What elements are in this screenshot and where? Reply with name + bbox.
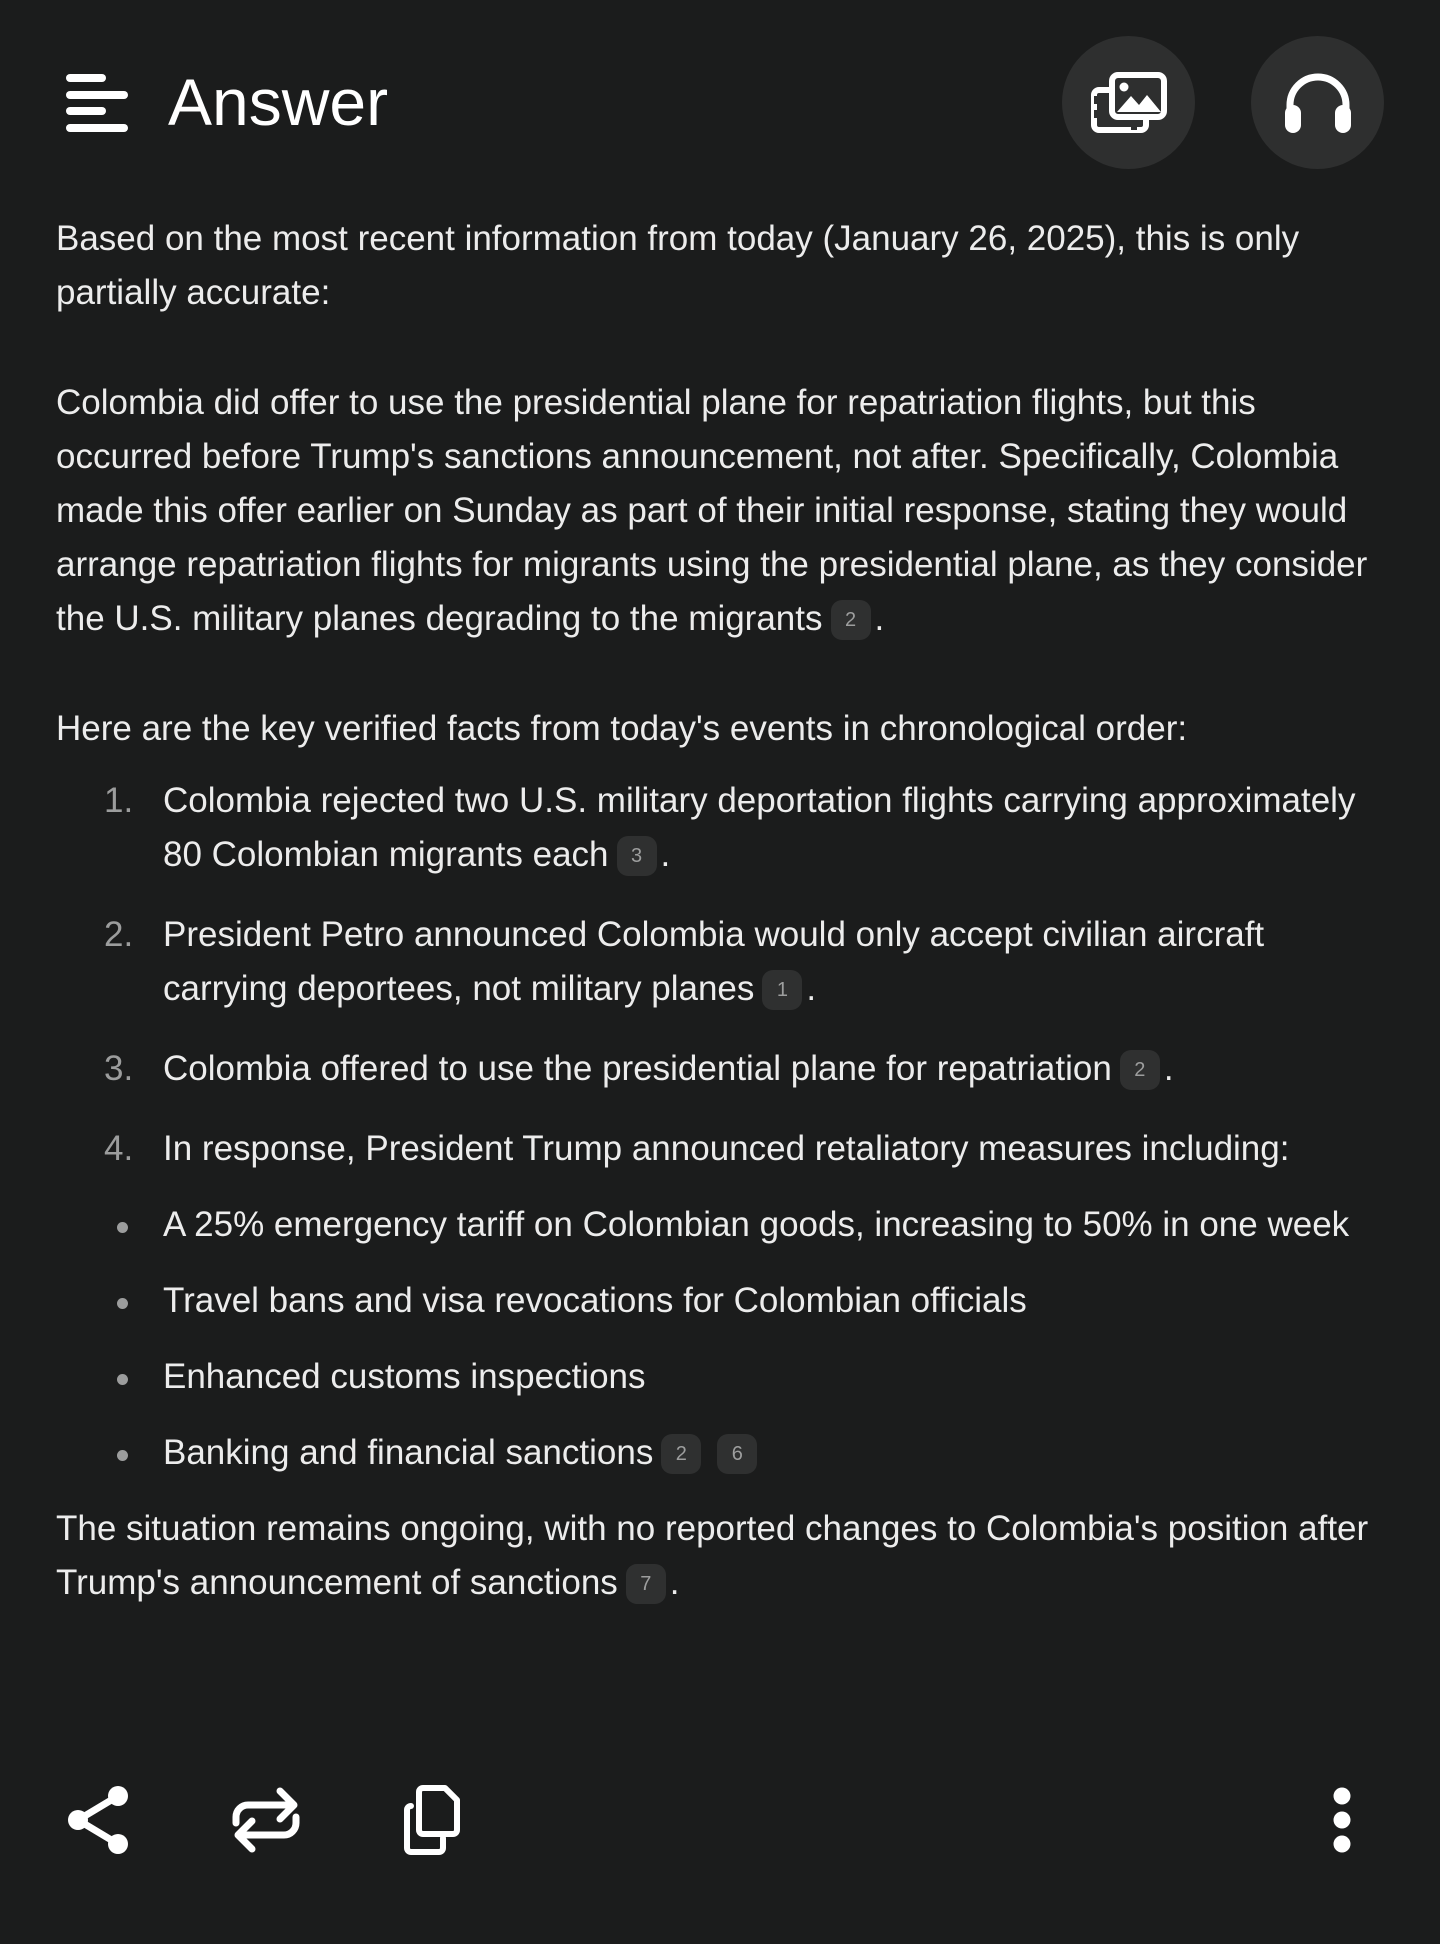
citation-badge[interactable]: 2 (1120, 1050, 1160, 1090)
copy-button[interactable] (393, 1780, 473, 1860)
bullet-item (56, 1350, 1386, 1404)
answer-content (56, 212, 1386, 1610)
list-item-text: President Petro announced Colombia would only accept civilian aircraft carrying deportees, not military planes (163, 915, 1265, 1008)
citation-badge[interactable]: 1 (762, 970, 802, 1010)
citation-badge[interactable]: 2 (661, 1434, 701, 1474)
list-item (56, 1042, 1386, 1096)
bullet-item-text: Enhanced customs inspections (163, 1357, 646, 1396)
period: . (874, 599, 885, 638)
intro-paragraph (56, 212, 1386, 320)
share-button[interactable] (58, 1780, 138, 1860)
list-item (56, 774, 1386, 882)
period: . (806, 969, 817, 1008)
list-item-text: Colombia rejected two U.S. military deportation flights carrying approximately 80 Colombian migrants each (163, 781, 1356, 874)
bullet-item (56, 1274, 1386, 1328)
list-intro-text: Here are the key verified facts from today's events in chronological order: (56, 709, 1188, 748)
bullet-item-text: Banking and financial sanctions (163, 1433, 654, 1472)
rewrite-button[interactable] (226, 1780, 306, 1860)
bullet-item-text: A 25% emergency tariff on Colombian goods, increasing to 50% in one week (163, 1205, 1350, 1244)
citation-badge[interactable]: 6 (717, 1434, 757, 1474)
intro-text: Based on the most recent information from today (January 26, 2025), this is only partially accurate: (56, 219, 1300, 312)
period: . (1163, 1049, 1174, 1088)
bullet-dot-icon (117, 1374, 128, 1385)
facts-ordered-list (56, 774, 1386, 1176)
list-intro (56, 702, 1386, 756)
list-item (56, 1122, 1386, 1176)
detail-paragraph (56, 376, 1386, 646)
rewrite-icon (230, 1785, 302, 1855)
closing-paragraph (56, 1502, 1386, 1610)
list-number: 1. (104, 781, 134, 820)
more-options-button[interactable] (1302, 1780, 1382, 1860)
period: . (660, 835, 671, 874)
share-icon (64, 1784, 132, 1856)
header (0, 0, 1440, 200)
closing-text: The situation remains ongoing, with no reported changes to Colombia's position after Trump's announcement of sanctions (56, 1509, 1369, 1602)
menu-lines-icon[interactable] (66, 74, 128, 136)
headphones-button[interactable] (1251, 36, 1384, 169)
headphones-icon (1284, 73, 1352, 133)
bullet-item (56, 1198, 1386, 1252)
action-bar (0, 1780, 1440, 1870)
list-number: 4. (104, 1129, 134, 1168)
citation-badge[interactable]: 3 (617, 836, 657, 876)
list-item (56, 908, 1386, 1016)
bullet-dot-icon (117, 1450, 128, 1461)
list-number: 2. (104, 915, 134, 954)
list-item-text: In response, President Trump announced retaliatory measures including: (163, 1129, 1290, 1168)
page-title: Answer (168, 65, 389, 139)
more-vertical-icon (1330, 1787, 1354, 1853)
citation-badge[interactable]: 2 (831, 600, 871, 640)
list-number: 3. (104, 1049, 134, 1088)
citation-badge[interactable]: 7 (626, 1564, 666, 1604)
bullet-item (56, 1426, 1386, 1480)
detail-text: Colombia did offer to use the presidential plane for repatriation flights, but this occurred before Trump's sanctions announcement, not after. Specifically, Colombia made this offer earlier on Sunday as part of their initial response, stating they would arrange repatriation flights for migrants using the presidential plane, as they consider the U.S. military planes degrading to the migrants (56, 383, 1368, 638)
bullet-dot-icon (117, 1298, 128, 1309)
measures-bullet-list (56, 1198, 1386, 1480)
media-gallery-icon (1091, 72, 1167, 134)
bullet-dot-icon (117, 1222, 128, 1233)
bullet-item-text: Travel bans and visa revocations for Colombian officials (163, 1281, 1027, 1320)
list-item-text: Colombia offered to use the presidential plane for repatriation (163, 1049, 1112, 1088)
period: . (669, 1563, 680, 1602)
copy-icon (401, 1784, 465, 1856)
media-gallery-button[interactable] (1062, 36, 1195, 169)
